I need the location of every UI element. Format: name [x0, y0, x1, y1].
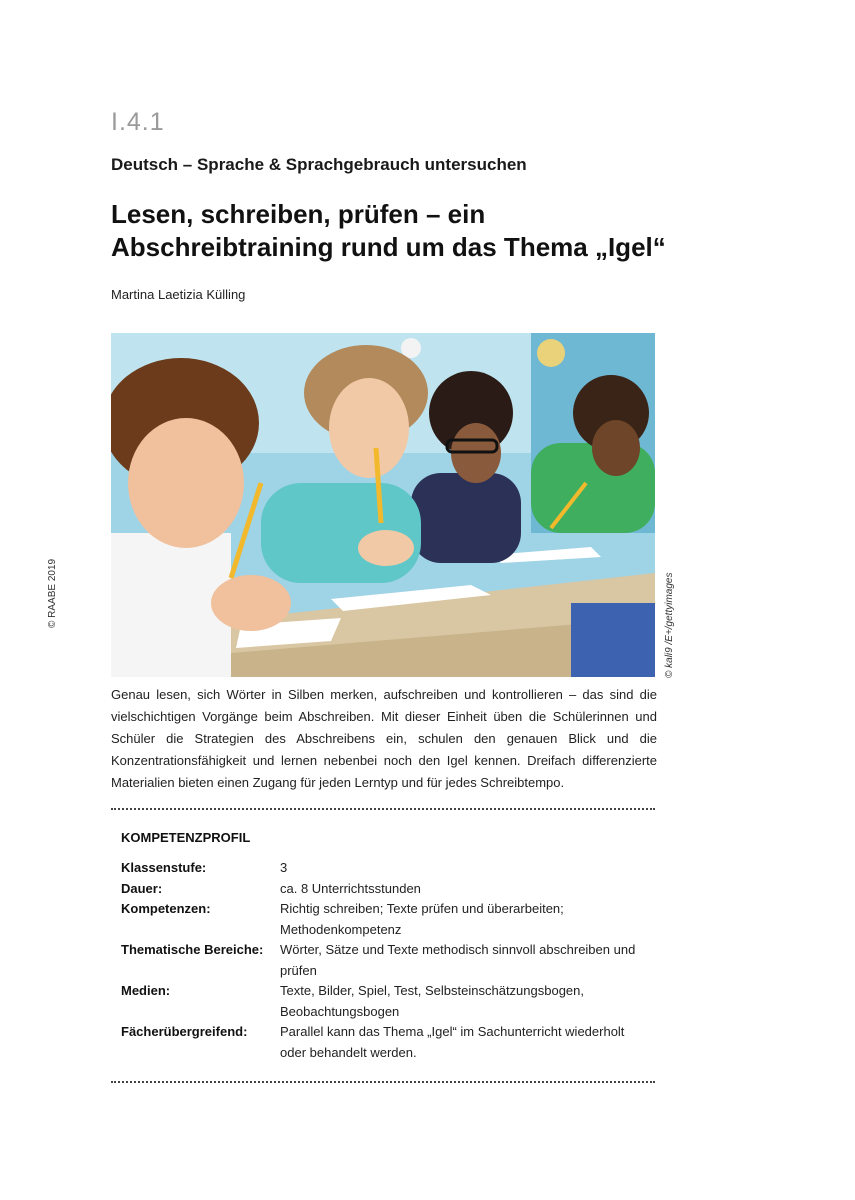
intro-paragraph: Genau lesen, sich Wörter in Silben merken, aufschreiben und kontrollieren – das sind die vielschichtigen Vorgänge beim Abschreiben. Mit dieser Einheit üben die Schülerinnen und Schüler die Strategien des Abschreibens ein, schulen den genauen Blick und die Konzentrationsfähigkeit und lernen nebenbei noch den Igel kennen. Dreifach differenzierte Materialien bieten einen Zugang für jeden Lerntyp und für jedes Schreibtempo. — [111, 687, 657, 790]
competence-profile — [121, 858, 661, 1063]
profile-label: Medien: — [121, 983, 171, 998]
dotted-divider-bottom — [111, 1081, 655, 1083]
author-name: Martina Laetizia Külling — [111, 287, 246, 302]
profile-label: Dauer: — [121, 880, 163, 896]
profile-value: 3 — [280, 860, 288, 875]
profile-value: Wörter, Sätze und Texte methodisch sinnvoll abschreiben und prüfen — [280, 942, 636, 978]
dotted-divider-top — [111, 808, 655, 810]
profile-heading: KOMPETENZPROFIL — [121, 830, 251, 845]
profile-row-interdisciplinary — [121, 1022, 661, 1063]
photo-credit: © kali9 /E+/gettyimages — [664, 572, 675, 678]
profile-label: Kompetenzen: — [121, 901, 211, 916]
copyright-label: © RAABE 2019 — [47, 558, 58, 628]
profile-row-duration — [121, 879, 661, 900]
profile-row-topics — [121, 940, 661, 981]
profile-label: Thematische Bereiche: — [121, 942, 264, 957]
profile-value: ca. 8 Unterrichtsstunden — [280, 880, 421, 896]
profile-value: Richtig schreiben; Texte prüfen und überarbeiten; Methodenkompetenz — [280, 901, 564, 937]
profile-row-grade — [121, 858, 661, 879]
profile-label: Klassenstufe: — [121, 860, 207, 875]
profile-value: Texte, Bilder, Spiel, Test, Selbsteinschätzungsbogen, Beobachtungsbogen — [280, 983, 585, 1019]
profile-label: Fächerübergreifend: — [121, 1024, 248, 1039]
classroom-photo — [111, 333, 655, 677]
profile-row-media — [121, 981, 661, 1022]
section-code: I.4.1 — [111, 108, 165, 136]
page-title: Lesen, schreiben, prüfen – ein Abschreibtraining rund um das Thema „Igel“ — [111, 199, 666, 262]
profile-value: Parallel kann das Thema „Igel“ im Sachunterricht wiederholt oder behandelt werden. — [280, 1024, 625, 1060]
subject-line: Deutsch – Sprache & Sprachgebrauch untersuchen — [111, 155, 527, 174]
profile-row-competences — [121, 899, 661, 940]
